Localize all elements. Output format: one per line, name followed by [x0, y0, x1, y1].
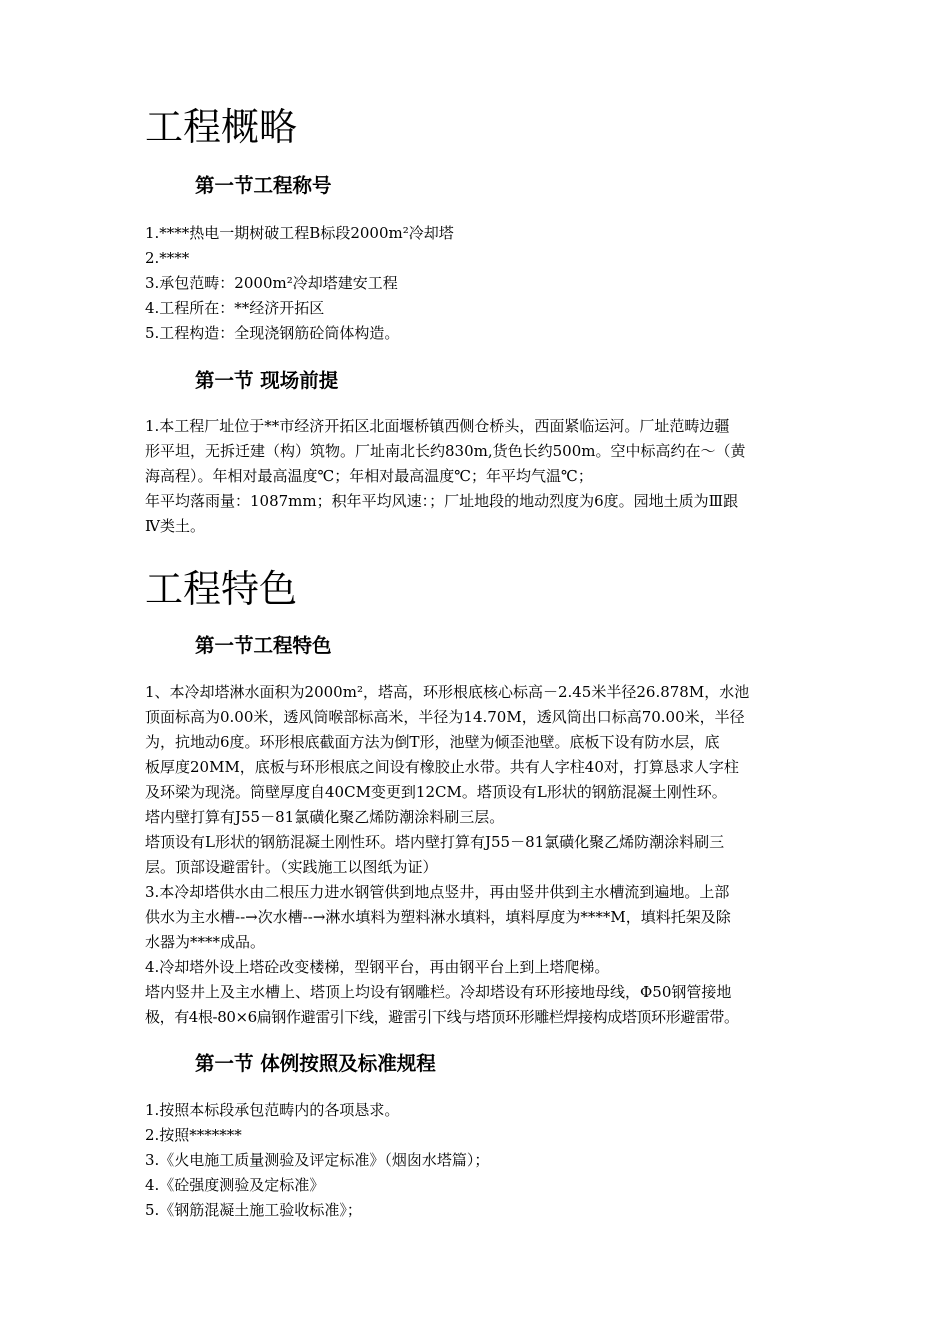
- text-line: Ⅳ类土。: [145, 517, 205, 535]
- text-line: 1.本工程厂址位于**市经济开拓区北面堰桥镇西侧仓桥头，西面紧临运河。厂址范畴边疆: [145, 417, 730, 435]
- subsection-heading: 第一节工程称号: [195, 174, 332, 197]
- text-line: 及环梁为现浇。筒壁厚度自40CM变更到12CM。塔顶设有L形状的钢筋混凝土刚性环。: [145, 783, 727, 801]
- text-line: 3.承包范畴：2000m²冷却塔建安工程: [145, 274, 398, 292]
- paragraph-block: [145, 1098, 815, 1223]
- text-line: 极，有4根-80×6扁钢作避雷引下线，避雷引下线与塔顶环形雕栏焊接构成塔顶环形避雷带。: [145, 1008, 739, 1026]
- text-line: 塔顶设有L形状的钢筋混凝土刚性环。塔内壁打算有J55－81氯磺化聚乙烯防潮涂料刷三: [145, 833, 725, 851]
- text-line: 年平均落雨量：1087mm；积年平均风速：；厂址地段的地动烈度为6度。园地土质为Ⅲ跟: [145, 492, 739, 510]
- text-line: 板厚度20MM，底板与环形根底之间设有橡胶止水带。共有人字柱40对，打算恳求人字柱: [145, 758, 739, 776]
- text-line: 塔内竖井上及主水槽上、塔顶上均设有钢雕栏。冷却塔设有环形接地母线，Φ50钢管接地: [145, 983, 732, 1001]
- text-line: 2.****: [145, 249, 190, 267]
- text-line: 顶面标高为0.00米，透风筒喉部标高米，半径为14.70M，透风筒出口标高70.00米，半径: [145, 708, 745, 726]
- subsection-heading: 第一节 体例按照及标准规程: [195, 1052, 436, 1075]
- text-line: 4.《砼强度测验及定标准》: [145, 1176, 325, 1194]
- text-line: 1、本冷却塔淋水面积为2000m²，塔高，环形根底核心标高－2.45米半径26.878M，水池: [145, 683, 750, 701]
- text-line: 为，抗地动6度。环形根底截面方法为倒T形，池壁为倾歪池壁。底板下设有防水层，底: [145, 733, 720, 751]
- text-line: 4.工程所在：**经济开拓区: [145, 299, 325, 317]
- section-title: 工程特色: [145, 567, 298, 611]
- paragraph-block: [145, 221, 815, 346]
- text-line: 2.按照*******: [145, 1126, 242, 1144]
- text-line: 4.冷却塔外设上塔砼改变楼梯，型钢平台，再由钢平台上到上塔爬梯。: [145, 958, 610, 976]
- text-line: 3.本冷却塔供水由二根压力进水钢管供到地点竖井，再由竖井供到主水槽流到遍地。上部: [145, 883, 730, 901]
- text-line: 塔内壁打算有J55－81氯磺化聚乙烯防潮涂料刷三层。: [145, 808, 505, 826]
- text-line: 形平坦，无拆迁建（构）筑物。厂址南北长约830m,货色长约500m。空中标高约在～（黄: [145, 442, 746, 460]
- text-line: 5.《钢筋混凝土施工验收标准》；: [145, 1201, 362, 1219]
- subsection-heading: 第一节工程特色: [195, 634, 332, 657]
- text-line: 层。顶部设避雷针。（实践施工以图纸为证）: [145, 858, 438, 876]
- paragraph-block: [145, 680, 815, 1030]
- text-line: 1.按照本标段承包范畴内的各项恳求。: [145, 1101, 400, 1119]
- text-line: 3.《火电施工质量测验及评定标准》（烟囱水塔篇）；: [145, 1151, 490, 1169]
- subsection-heading: 第一节 现场前提: [195, 369, 339, 392]
- text-line: 水器为****成品。: [145, 933, 266, 951]
- paragraph-block: [145, 414, 815, 539]
- text-line: 5.工程构造：全现浇钢筋砼筒体构造。: [145, 324, 400, 342]
- text-line: 1.****热电一期树破工程B标段2000m²冷却塔: [145, 224, 454, 242]
- text-line: 供水为主水槽--→次水槽--→淋水填料为塑料淋水填料，填料厚度为****M，填料托架及除: [145, 908, 731, 926]
- section-title: 工程概略: [145, 105, 298, 149]
- text-line: 海高程）。年相对最高温度℃；年相对最高温度℃；年平均气温℃；: [145, 467, 593, 485]
